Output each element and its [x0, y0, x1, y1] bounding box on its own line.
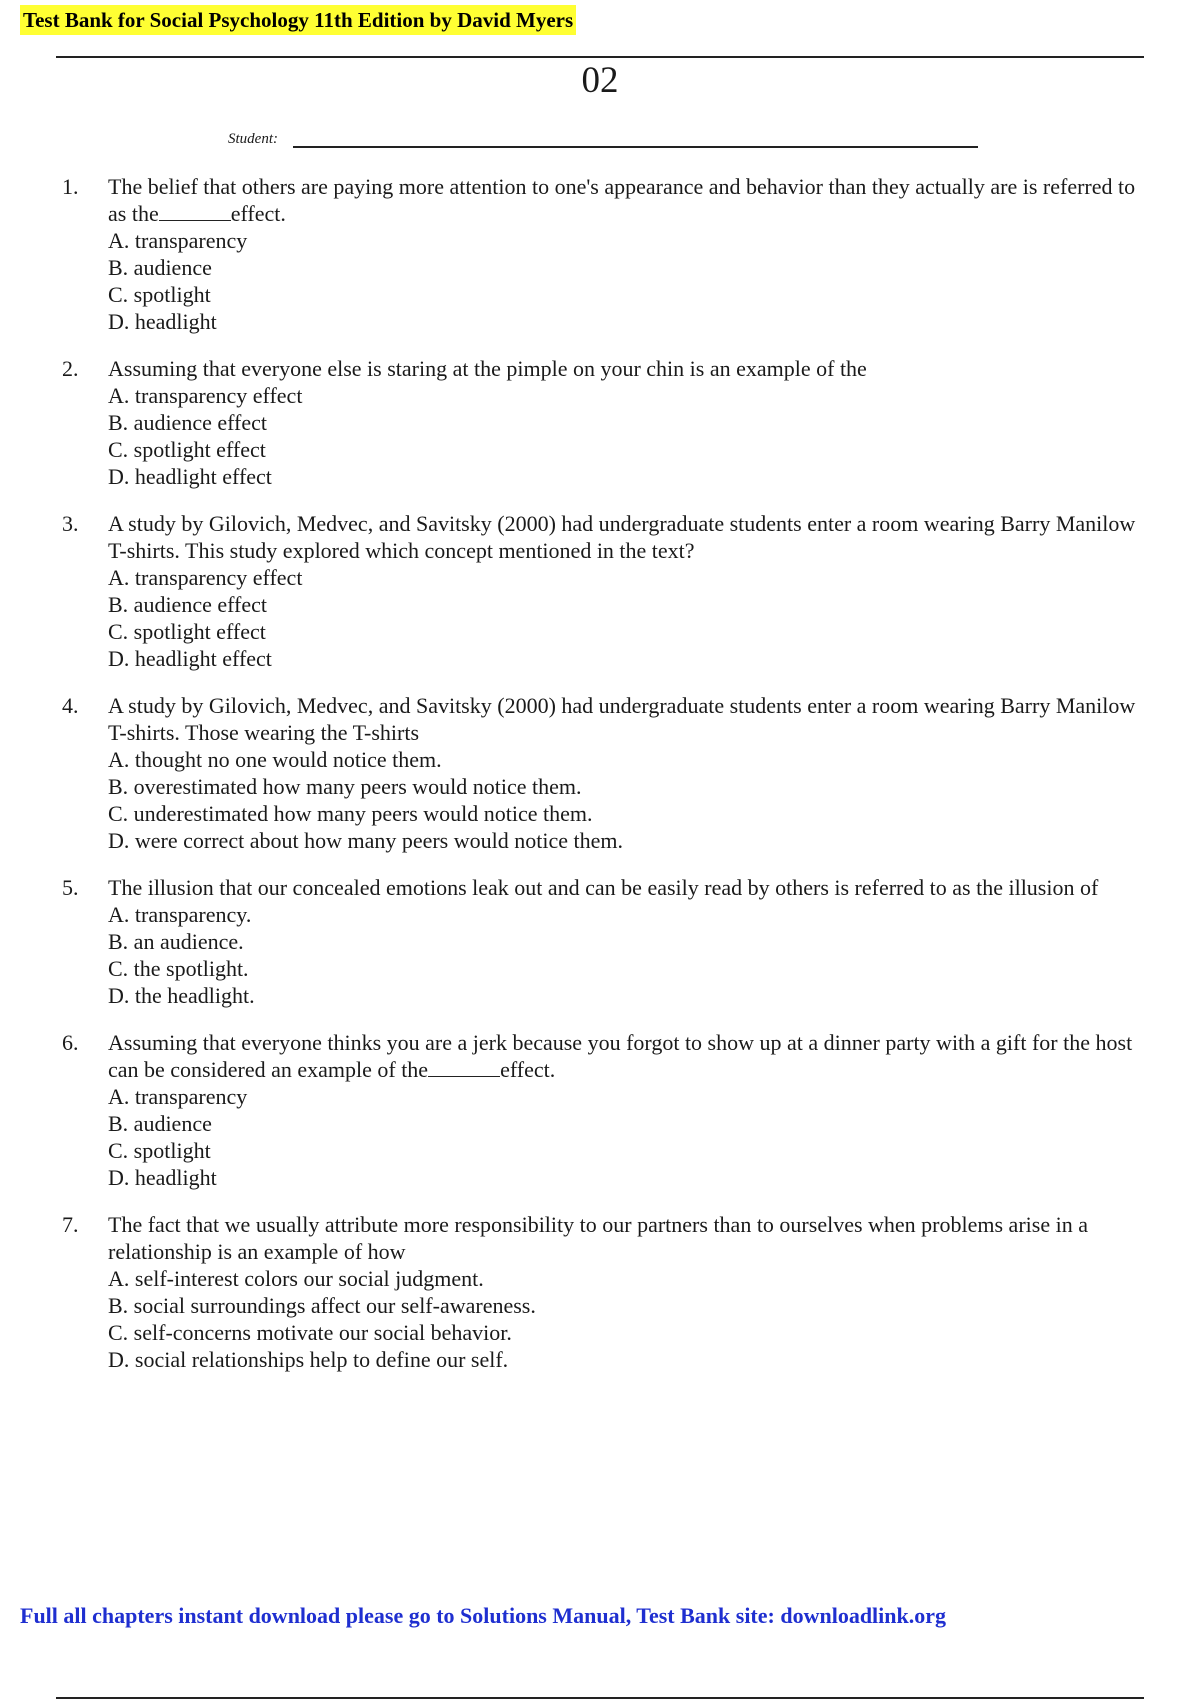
option-d: D. social relationships help to define our self. — [108, 1347, 509, 1372]
option-d: D. headlight — [108, 309, 217, 334]
question-number: 2. — [62, 356, 79, 381]
option-b: B. an audience. — [108, 929, 244, 954]
question-text: A study by Gilovich, Medvec, and Savitsky (2000) had undergraduate students enter a room wearing Barry Manilow T-shirts. Those wearing the T-shirts — [108, 693, 1136, 745]
option-d: D. headlight effect — [108, 646, 272, 671]
question-1 — [62, 173, 1142, 335]
option-b: B. audience effect — [108, 410, 268, 435]
question-text: Assuming that everyone thinks you are a jerk because you forgot to show up at a dinner party with a gift for the host can be considered an example of the effect. — [108, 1030, 1133, 1082]
option-a: A. transparency. — [108, 902, 252, 927]
option-c: C. spotlight effect — [108, 619, 266, 644]
question-number: 3. — [62, 511, 79, 536]
student-label: Student: — [228, 131, 278, 147]
question-text: The fact that we usually attribute more responsibility to our partners than to ourselves when problems arise in a relationship is an example of how — [108, 1212, 1088, 1264]
option-a: A. transparency — [108, 228, 248, 253]
download-link[interactable]: Full all chapters instant download please go to Solutions Manual, Test Bank site: downloadlink.org — [20, 1603, 947, 1628]
option-d: D. headlight — [108, 1165, 217, 1190]
option-c: C. self-concerns motivate our social behavior. — [108, 1320, 512, 1345]
question-text: The belief that others are paying more attention to one's appearance and behavior than they actually are is referred to as the effect. — [108, 174, 1136, 226]
option-a: A. self-interest colors our social judgment. — [108, 1266, 484, 1291]
question-number: 4. — [62, 693, 79, 718]
question-list — [62, 173, 1142, 1393]
question-text: Assuming that everyone else is staring at the pimple on your chin is an example of the — [108, 356, 867, 381]
option-a: A. transparency — [108, 1084, 248, 1109]
question-4 — [62, 692, 1142, 854]
option-c: C. spotlight — [108, 282, 211, 307]
option-d: D. the headlight. — [108, 983, 255, 1008]
question-number: 6. — [62, 1030, 79, 1055]
question-5 — [62, 874, 1142, 1009]
option-a: A. transparency effect — [108, 565, 303, 590]
question-text: The illusion that our concealed emotions leak out and can be easily read by others is referred to as the illusion of — [108, 875, 1099, 900]
option-c: C. underestimated how many peers would notice them. — [108, 801, 593, 826]
option-b: B. audience effect — [108, 592, 268, 617]
option-b: B. audience — [108, 1111, 212, 1136]
student-name-line[interactable] — [293, 146, 978, 148]
answer-blank — [428, 1058, 500, 1077]
question-number: 1. — [62, 174, 79, 199]
bottom-divider — [56, 1697, 1144, 1699]
option-d: D. headlight effect — [108, 464, 272, 489]
option-a: A. thought no one would notice them. — [108, 747, 442, 772]
option-b: B. overestimated how many peers would notice them. — [108, 774, 582, 799]
chapter-number: 02 — [581, 60, 619, 101]
question-text: A study by Gilovich, Medvec, and Savitsky (2000) had undergraduate students enter a room wearing Barry Manilow T-shirts. This study explored which concept mentioned in the text? — [108, 511, 1136, 563]
answer-blank — [159, 202, 231, 221]
question-number: 5. — [62, 875, 79, 900]
option-c: C. spotlight — [108, 1138, 211, 1163]
option-c: C. the spotlight. — [108, 956, 249, 981]
question-2 — [62, 355, 1142, 490]
header-banner: Test Bank for Social Psychology 11th Edition by David Myers — [20, 5, 576, 35]
question-number: 7. — [62, 1212, 79, 1237]
question-7 — [62, 1211, 1142, 1373]
question-3 — [62, 510, 1142, 672]
option-b: B. social surroundings affect our self-awareness. — [108, 1293, 536, 1318]
option-c: C. spotlight effect — [108, 437, 266, 462]
question-6 — [62, 1029, 1142, 1191]
option-d: D. were correct about how many peers would notice them. — [108, 828, 623, 853]
option-a: A. transparency effect — [108, 383, 303, 408]
option-b: B. audience — [108, 255, 212, 280]
